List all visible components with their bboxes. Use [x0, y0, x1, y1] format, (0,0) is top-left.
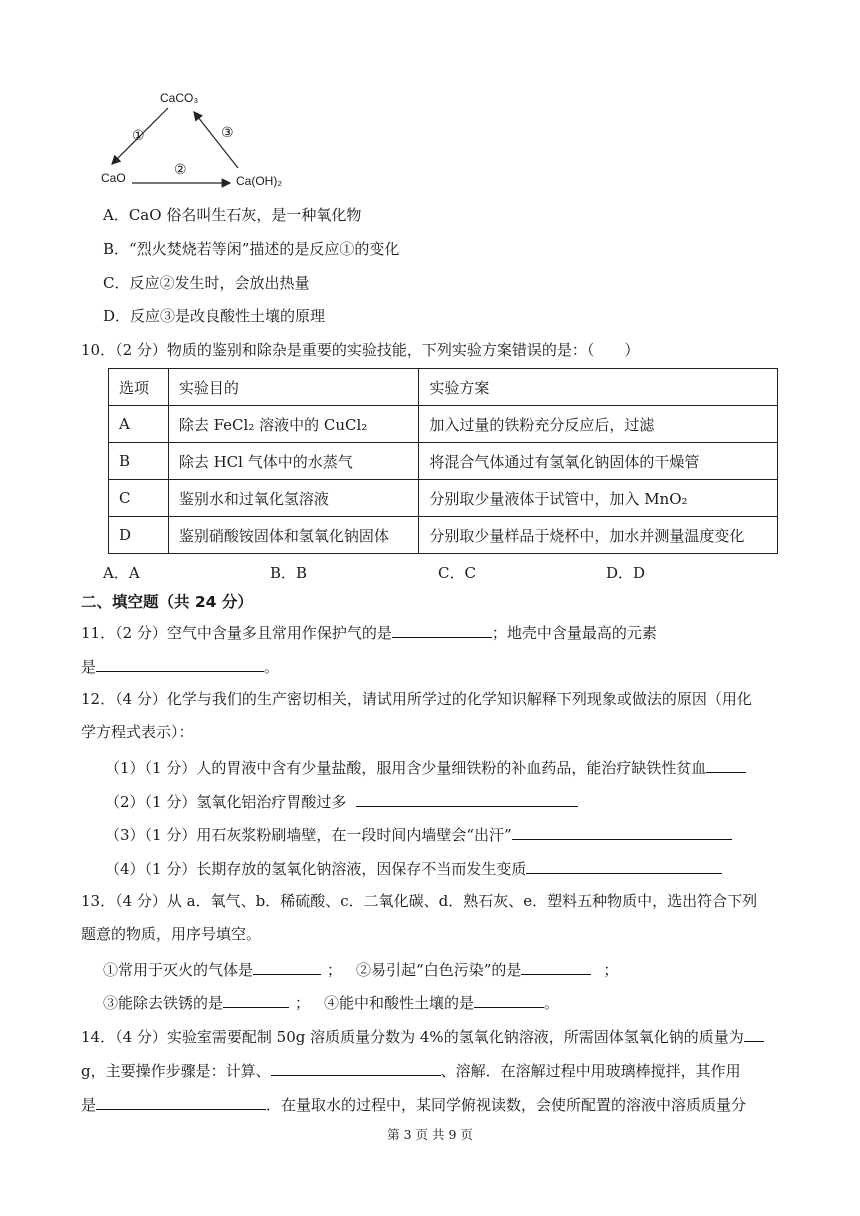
q13-stem-line-1: 13．（4 分）从 a．氧气、b．稀硫酸、c．二氧化碳、d．熟石灰、e．塑料五种物质中，选出符合下列: [81, 892, 758, 910]
header-cell: 实验目的: [168, 369, 419, 406]
label-caoh2: Ca(OH)₂: [236, 174, 282, 188]
q13-line-4: [103, 991, 559, 1013]
table-row: [109, 480, 778, 517]
table-cell: C: [109, 480, 169, 517]
q11-text-a: 11．（2 分）空气中含量多且常用作保护气的是: [81, 624, 392, 642]
q12-sub-4: [105, 857, 722, 879]
table-header-row: [109, 369, 778, 406]
q14-line-1: [81, 1025, 764, 1047]
q12-sub-3: [105, 823, 732, 845]
q10-table: [108, 368, 778, 554]
q14-text-3b: ．在量取水的过程中，某同学俯视读数，会使所配置的溶液中溶质质量分: [266, 1096, 747, 1114]
answer-blank[interactable]: [223, 991, 289, 1008]
answer-blank[interactable]: [253, 958, 321, 975]
separator: ；: [327, 961, 343, 979]
period: 。: [544, 994, 560, 1012]
answer-blank[interactable]: [96, 1093, 266, 1110]
q14-text-3a: 是: [81, 1096, 97, 1114]
q10-option-b: B．B: [270, 564, 308, 582]
table-cell: 分别取少量液体于试管中，加入 MnO₂: [419, 480, 778, 517]
separator: ；: [603, 961, 619, 979]
q12-sub-3-text: （3）（1 分）用石灰浆粉刷墙壁，在一段时间内墙壁会“出汗”: [105, 826, 512, 844]
header-cell: 实验方案: [419, 369, 778, 406]
table-cell: 鉴别硝酸铵固体和氢氧化钠固体: [168, 517, 419, 554]
answer-blank[interactable]: [96, 655, 264, 672]
reaction-number-2: ②: [174, 162, 187, 178]
q10-option-c: C．C: [438, 564, 476, 582]
table-cell: 分别取少量样品于烧杯中，加水并测量温度变化: [419, 517, 778, 554]
table-row: [109, 443, 778, 480]
table-cell: 除去 FeCl₂ 溶液中的 CuCl₂: [168, 406, 419, 443]
q13-part-2: ②易引起“白色污染”的是: [356, 961, 522, 979]
section-heading: 二、填空题（共 24 分）: [81, 593, 253, 611]
separator: ；: [295, 994, 311, 1012]
q13-part-4: ④能中和酸性土壤的是: [324, 994, 475, 1012]
label-cao: CaO: [101, 171, 126, 185]
q11-text-c: 是: [81, 658, 97, 676]
table-cell: 鉴别水和过氧化氢溶液: [168, 480, 419, 517]
reaction-cycle-diagram: [98, 88, 288, 193]
q11-line-1: [81, 621, 657, 643]
table-cell: 除去 HCl 气体中的水蒸气: [168, 443, 419, 480]
header-cell: 选项: [109, 369, 169, 406]
q13-part-1: ①常用于灭火的气体是: [103, 961, 254, 979]
q11-text-b: ；地壳中含量最高的元素: [491, 624, 657, 642]
q14-text-1: 14．（4 分）实验室需要配制 50g 溶质质量分数为 4%的氢氧化钠溶液，所需固体氢氧化钠的质量为: [81, 1028, 744, 1046]
q14-text-2b: 、溶解．在溶解过程中用玻璃棒搅拌，其作用: [440, 1062, 741, 1080]
q11-text-d: 。: [264, 658, 280, 676]
q13-part-3: ③能除去铁锈的是: [103, 994, 224, 1012]
answer-blank[interactable]: [512, 823, 732, 840]
page-footer: 第 3 页 共 9 页: [387, 1127, 473, 1142]
table-cell: A: [109, 406, 169, 443]
q14-line-3: [81, 1093, 746, 1115]
q12-sub-2: [105, 790, 578, 812]
label-caco3: CaCO₃: [160, 91, 199, 105]
table-cell: 加入过量的铁粉充分反应后，过滤: [419, 406, 778, 443]
answer-blank[interactable]: [521, 958, 591, 975]
table-cell: B: [109, 443, 169, 480]
q11-line-2: [81, 655, 279, 677]
q12-sub-2-text: （2）（1 分）氢氧化铝治疗胃酸过多: [105, 793, 347, 811]
answer-blank[interactable]: [744, 1025, 764, 1042]
q14-line-2: [81, 1059, 741, 1081]
q9-option-c: C．反应②发生时，会放出热量: [103, 274, 310, 292]
q10-option-d: D．D: [606, 564, 646, 582]
q13-stem-line-2: 题意的物质，用序号填空。: [81, 925, 262, 943]
q12-stem-line-2: 学方程式表示）：: [81, 723, 194, 741]
q12-sub-4-text: （4）（1 分）长期存放的氢氧化钠溶液，因保存不当而发生变质: [105, 860, 527, 878]
q9-option-d: D．反应③是改良酸性土壤的原理: [103, 307, 326, 325]
q10-stem: 10．（2 分）物质的鉴别和除杂是重要的实验技能，下列实验方案错误的是：（ ）: [81, 341, 640, 359]
q12-sub-1-text: （1）（1 分）人的胃液中含有少量盐酸，服用含少量细铁粉的补血药品，能治疗缺铁性贫血: [105, 759, 707, 777]
answer-blank[interactable]: [356, 790, 578, 807]
table-row: [109, 406, 778, 443]
table-cell: D: [109, 517, 169, 554]
reaction-number-1: ①: [132, 128, 145, 144]
q14-text-2a: g，主要操作步骤是：计算、: [81, 1062, 271, 1080]
answer-blank[interactable]: [526, 857, 722, 874]
reaction-number-3: ③: [221, 125, 234, 141]
q12-sub-1: [105, 756, 746, 778]
q9-option-b: B．“烈火焚烧若等闲”描述的是反应①的变化: [103, 240, 400, 258]
q13-line-3: [103, 958, 618, 980]
q12-stem-line-1: 12．（4 分）化学与我们的生产密切相关，请试用所学过的化学知识解释下列现象或做法的原因（用化: [81, 690, 752, 708]
answer-blank[interactable]: [392, 621, 492, 638]
answer-blank[interactable]: [474, 991, 544, 1008]
q10-option-a: A．A: [103, 564, 140, 582]
q9-option-a: A．CaO 俗名叫生石灰，是一种氧化物: [103, 206, 362, 224]
answer-blank[interactable]: [271, 1059, 441, 1076]
table-cell: 将混合气体通过有氢氧化钠固体的干燥管: [419, 443, 778, 480]
answer-blank[interactable]: [706, 756, 746, 773]
table-row: [109, 517, 778, 554]
